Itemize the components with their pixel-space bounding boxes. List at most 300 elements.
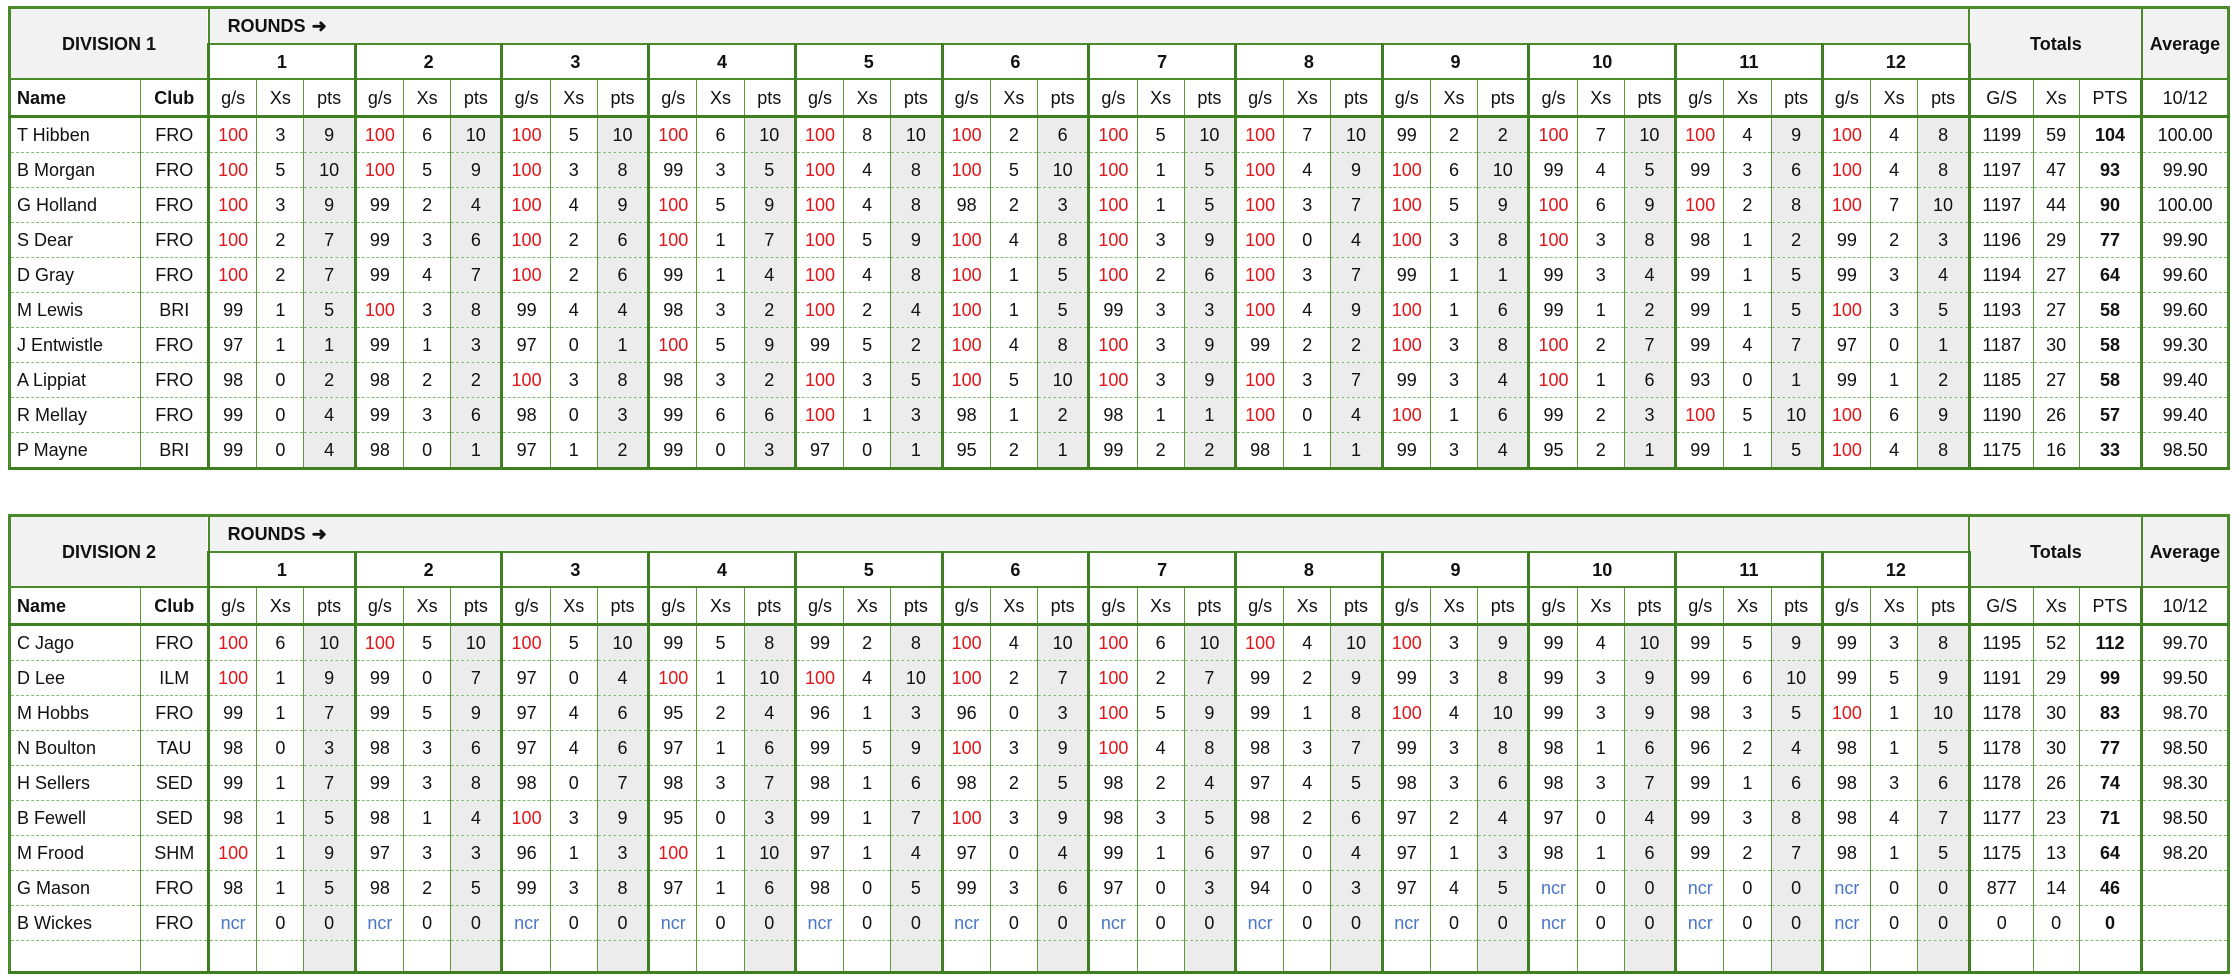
round-xs: 1: [697, 836, 744, 871]
round-gs: 99: [1089, 433, 1137, 469]
table-row: [10, 398, 2229, 433]
round-xs: 2: [403, 188, 450, 223]
xs-header: Xs: [1577, 587, 1624, 625]
round-xs: 1: [1577, 363, 1624, 398]
round-xs: 2: [1871, 223, 1918, 258]
round-pts: 5: [1624, 153, 1675, 188]
round-gs: 100: [502, 801, 550, 836]
round-pts: 0: [1918, 871, 1970, 906]
round-gs: 100: [1235, 258, 1283, 293]
round-xs: 1: [1284, 433, 1331, 469]
round-gs: 97: [1822, 328, 1870, 363]
round-pts: 9: [1771, 625, 1822, 661]
round-xs: 4: [1724, 328, 1771, 363]
player-name: J Entwistle: [10, 328, 141, 363]
round-gs: 98: [1089, 766, 1137, 801]
round-gs: 100: [942, 801, 990, 836]
round-pts: 6: [1478, 398, 1529, 433]
round-xs: 3: [403, 293, 450, 328]
round-number: 11: [1676, 44, 1823, 79]
gs-header: g/s: [209, 587, 257, 625]
round-xs: 0: [844, 906, 891, 941]
round-xs: 2: [1137, 661, 1184, 696]
xs-header: Xs: [697, 79, 744, 117]
empty-cell: [1529, 941, 1577, 973]
round-pts: 6: [451, 731, 502, 766]
round-xs: 2: [1284, 328, 1331, 363]
round-pts: 3: [451, 328, 502, 363]
round-xs: 1: [1724, 223, 1771, 258]
round-pts: 4: [1478, 801, 1529, 836]
round-xs: 4: [1430, 871, 1477, 906]
round-xs: 2: [990, 661, 1037, 696]
round-xs: 2: [1284, 801, 1331, 836]
round-xs: 5: [550, 625, 597, 661]
round-gs: 99: [795, 801, 843, 836]
total-gs-header: G/S: [1969, 79, 2033, 117]
round-xs: 3: [1577, 223, 1624, 258]
total-gs: 1197: [1969, 153, 2033, 188]
round-pts: 6: [1037, 871, 1088, 906]
empty-cell: [1089, 941, 1137, 973]
total-pts: 99: [2079, 661, 2142, 696]
round-pts: 4: [597, 293, 648, 328]
gs-header: g/s: [1822, 587, 1870, 625]
round-pts: 9: [597, 801, 648, 836]
round-gs: 100: [1235, 117, 1283, 153]
player-club: FRO: [141, 906, 209, 941]
round-pts: 9: [1331, 153, 1382, 188]
round-gs: 99: [1529, 696, 1577, 731]
total-pts: 64: [2079, 258, 2142, 293]
round-xs: 7: [1284, 117, 1331, 153]
round-xs: 2: [990, 766, 1037, 801]
round-gs: 100: [1529, 188, 1577, 223]
empty-cell: [1235, 941, 1283, 973]
total-xs-header: Xs: [2033, 79, 2079, 117]
round-gs: 96: [1676, 731, 1724, 766]
round-pts: 9: [304, 117, 355, 153]
empty-cell: [10, 941, 141, 973]
xs-header: Xs: [550, 79, 597, 117]
round-xs: 3: [1284, 731, 1331, 766]
round-number: 10: [1529, 44, 1676, 79]
round-pts: 4: [1771, 731, 1822, 766]
round-pts: 10: [1331, 117, 1382, 153]
round-number: 9: [1382, 552, 1529, 587]
round-pts: 5: [1184, 801, 1235, 836]
round-pts: 9: [1624, 696, 1675, 731]
player-average: 100.00: [2142, 117, 2229, 153]
total-xs: 16: [2033, 433, 2079, 469]
round-pts: 2: [1771, 223, 1822, 258]
round-xs: 4: [1430, 696, 1477, 731]
round-gs: ncr: [1089, 906, 1137, 941]
round-gs: 98: [355, 801, 403, 836]
round-xs: 4: [550, 293, 597, 328]
round-gs: 99: [1676, 153, 1724, 188]
round-xs: 5: [1137, 696, 1184, 731]
arrow-right-icon: ➜: [311, 524, 327, 544]
round-pts: 1: [1771, 363, 1822, 398]
round-gs: 98: [1822, 801, 1870, 836]
round-gs: 98: [1089, 398, 1137, 433]
round-gs: 95: [1529, 433, 1577, 469]
round-gs: 99: [1822, 223, 1870, 258]
round-gs: 99: [1529, 661, 1577, 696]
round-xs: 4: [1284, 766, 1331, 801]
round-gs: 98: [795, 766, 843, 801]
round-xs: 1: [1577, 293, 1624, 328]
round-pts: 1: [1331, 433, 1382, 469]
totals-header: Totals: [1969, 8, 2141, 80]
round-gs: 99: [1822, 363, 1870, 398]
pts-header: pts: [597, 79, 648, 117]
table-row: [10, 906, 2229, 941]
gs-header: g/s: [1382, 587, 1430, 625]
round-xs: 3: [1430, 223, 1477, 258]
round-xs: 1: [257, 801, 304, 836]
round-gs: 94: [1235, 871, 1283, 906]
empty-cell: [697, 941, 744, 973]
round-xs: 1: [1871, 696, 1918, 731]
round-pts: 4: [891, 293, 942, 328]
round-pts: 10: [1037, 363, 1088, 398]
round-pts: 8: [891, 258, 942, 293]
round-gs: 100: [942, 328, 990, 363]
round-xs: 1: [844, 801, 891, 836]
empty-cell: [1137, 941, 1184, 973]
round-gs: 98: [1822, 766, 1870, 801]
empty-cell: [597, 941, 648, 973]
round-xs: 2: [990, 117, 1037, 153]
round-xs: 4: [403, 258, 450, 293]
round-xs: 7: [1577, 117, 1624, 153]
round-gs: ncr: [1529, 906, 1577, 941]
round-xs: 0: [844, 871, 891, 906]
round-pts: 9: [451, 153, 502, 188]
xs-header: Xs: [1284, 79, 1331, 117]
round-xs: 2: [844, 625, 891, 661]
gs-header: g/s: [649, 587, 697, 625]
round-pts: 9: [1918, 661, 1970, 696]
round-pts: 7: [1771, 328, 1822, 363]
total-pts: 93: [2079, 153, 2142, 188]
total-xs: 23: [2033, 801, 2079, 836]
round-gs: 100: [355, 625, 403, 661]
round-pts: 7: [1918, 801, 1970, 836]
empty-cell: [451, 941, 502, 973]
total-pts: 90: [2079, 188, 2142, 223]
empty-cell: [744, 941, 795, 973]
round-xs: 1: [697, 731, 744, 766]
round-xs: 1: [257, 293, 304, 328]
round-xs: 2: [403, 871, 450, 906]
round-gs: 100: [649, 223, 697, 258]
round-xs: 5: [697, 328, 744, 363]
round-xs: 0: [697, 433, 744, 469]
round-xs: 1: [990, 258, 1037, 293]
round-pts: 10: [1771, 661, 1822, 696]
round-xs: 0: [1871, 906, 1918, 941]
round-xs: 0: [1430, 906, 1477, 941]
player-average: 98.30: [2142, 766, 2229, 801]
round-pts: 8: [1918, 117, 1970, 153]
round-pts: 10: [1478, 696, 1529, 731]
round-number: 4: [649, 552, 796, 587]
pts-header: pts: [1478, 79, 1529, 117]
xs-header: Xs: [1137, 587, 1184, 625]
round-xs: 2: [1577, 398, 1624, 433]
total-xs: 30: [2033, 731, 2079, 766]
round-pts: 8: [1624, 223, 1675, 258]
round-xs: 1: [1137, 836, 1184, 871]
round-pts: 5: [1918, 293, 1970, 328]
round-gs: 97: [1382, 871, 1430, 906]
round-pts: 8: [744, 625, 795, 661]
empty-cell: [141, 941, 209, 973]
pts-header: pts: [744, 587, 795, 625]
division-2-table: [8, 514, 2230, 974]
round-gs: 98: [502, 398, 550, 433]
empty-cell: [2142, 941, 2229, 973]
pts-header: pts: [1037, 587, 1088, 625]
xs-header: Xs: [844, 587, 891, 625]
round-pts: 9: [744, 188, 795, 223]
round-gs: ncr: [1822, 871, 1870, 906]
empty-cell: [1624, 941, 1675, 973]
round-pts: 1: [1624, 433, 1675, 469]
empty-cell: [403, 941, 450, 973]
rounds-text: ROUNDS: [227, 16, 306, 36]
average-header: Average: [2142, 8, 2229, 80]
round-gs: 98: [942, 766, 990, 801]
round-xs: 3: [257, 117, 304, 153]
round-pts: 6: [1184, 258, 1235, 293]
xs-header: Xs: [1284, 587, 1331, 625]
round-pts: 5: [744, 153, 795, 188]
round-gs: 99: [1676, 433, 1724, 469]
player-name: N Boulton: [10, 731, 141, 766]
round-pts: 6: [451, 223, 502, 258]
round-gs: 98: [1676, 223, 1724, 258]
round-pts: 3: [451, 836, 502, 871]
xs-header: Xs: [1577, 79, 1624, 117]
round-pts: 9: [891, 223, 942, 258]
round-pts: 6: [1624, 836, 1675, 871]
round-pts: 0: [1771, 871, 1822, 906]
pts-header: pts: [304, 79, 355, 117]
round-pts: 8: [1037, 223, 1088, 258]
round-xs: 5: [990, 363, 1037, 398]
round-xs: 1: [844, 766, 891, 801]
round-gs: 100: [1089, 153, 1137, 188]
round-xs: 3: [1577, 766, 1624, 801]
gs-header: g/s: [1529, 587, 1577, 625]
round-xs: 1: [1724, 258, 1771, 293]
round-gs: 97: [795, 433, 843, 469]
round-xs: 4: [1871, 801, 1918, 836]
round-gs: 98: [942, 188, 990, 223]
round-gs: 100: [1382, 625, 1430, 661]
round-gs: 100: [502, 363, 550, 398]
division-title: DIVISION 2: [10, 516, 209, 588]
table-row: [10, 153, 2229, 188]
total-gs: 0: [1969, 906, 2033, 941]
round-gs: 100: [209, 117, 257, 153]
round-gs: ncr: [1235, 906, 1283, 941]
round-xs: 3: [1430, 363, 1477, 398]
player-club: FRO: [141, 696, 209, 731]
total-pts: 58: [2079, 293, 2142, 328]
round-gs: 100: [1089, 625, 1137, 661]
round-gs: 100: [1382, 223, 1430, 258]
round-xs: 5: [1724, 398, 1771, 433]
round-pts: 4: [1037, 836, 1088, 871]
pts-header: pts: [1331, 587, 1382, 625]
round-xs: 5: [844, 223, 891, 258]
round-pts: 8: [451, 293, 502, 328]
round-pts: 1: [1184, 398, 1235, 433]
round-pts: 10: [1624, 117, 1675, 153]
round-gs: 100: [1235, 363, 1283, 398]
round-pts: 0: [597, 906, 648, 941]
round-pts: 10: [891, 117, 942, 153]
round-gs: 100: [1382, 696, 1430, 731]
round-pts: 2: [1184, 433, 1235, 469]
round-pts: 5: [1771, 293, 1822, 328]
player-average: 99.50: [2142, 661, 2229, 696]
player-average: 98.50: [2142, 433, 2229, 469]
player-name: H Sellers: [10, 766, 141, 801]
round-pts: 4: [451, 188, 502, 223]
round-pts: 6: [597, 696, 648, 731]
total-xs: 13: [2033, 836, 2079, 871]
empty-cell: [649, 941, 697, 973]
round-pts: 0: [451, 906, 502, 941]
round-pts: 9: [1037, 801, 1088, 836]
round-pts: 8: [891, 625, 942, 661]
round-xs: 1: [1577, 731, 1624, 766]
round-xs: 0: [1284, 223, 1331, 258]
player-club: FRO: [141, 398, 209, 433]
round-xs: 6: [697, 117, 744, 153]
round-gs: 100: [502, 223, 550, 258]
xs-header: Xs: [844, 79, 891, 117]
round-gs: 98: [649, 363, 697, 398]
round-gs: 99: [355, 258, 403, 293]
total-xs: 27: [2033, 293, 2079, 328]
player-club: FRO: [141, 258, 209, 293]
round-gs: 100: [502, 153, 550, 188]
round-xs: 2: [844, 293, 891, 328]
round-pts: 5: [1037, 258, 1088, 293]
round-pts: 1: [1918, 328, 1970, 363]
player-name: M Hobbs: [10, 696, 141, 731]
round-xs: 1: [1871, 731, 1918, 766]
round-pts: 9: [304, 661, 355, 696]
round-pts: 6: [1624, 731, 1675, 766]
xs-header: Xs: [990, 587, 1037, 625]
round-xs: 3: [403, 731, 450, 766]
round-gs: 100: [1382, 328, 1430, 363]
round-pts: 4: [1331, 836, 1382, 871]
gs-header: g/s: [502, 587, 550, 625]
round-gs: ncr: [209, 906, 257, 941]
round-pts: 5: [1771, 696, 1822, 731]
table-row: [10, 696, 2229, 731]
round-gs: 100: [649, 117, 697, 153]
round-pts: 10: [1184, 625, 1235, 661]
round-gs: 100: [942, 153, 990, 188]
pts-header: pts: [1624, 587, 1675, 625]
round-pts: 9: [597, 188, 648, 223]
round-gs: 99: [795, 625, 843, 661]
xs-header: Xs: [403, 79, 450, 117]
round-pts: 10: [304, 625, 355, 661]
round-xs: 4: [550, 188, 597, 223]
round-gs: 100: [1382, 153, 1430, 188]
round-pts: 8: [891, 188, 942, 223]
total-pts: 112: [2079, 625, 2142, 661]
round-gs: 98: [209, 363, 257, 398]
round-gs: 99: [1382, 363, 1430, 398]
round-pts: 6: [597, 731, 648, 766]
round-pts: 0: [891, 906, 942, 941]
results-table: [8, 6, 2230, 470]
total-xs: 52: [2033, 625, 2079, 661]
round-pts: 6: [1918, 766, 1970, 801]
xs-header: Xs: [1137, 79, 1184, 117]
round-gs: 97: [1235, 766, 1283, 801]
round-gs: 98: [1822, 836, 1870, 871]
round-gs: 100: [1822, 398, 1870, 433]
round-xs: 3: [1430, 625, 1477, 661]
gs-header: g/s: [1235, 587, 1283, 625]
round-pts: 9: [1478, 625, 1529, 661]
gs-header: g/s: [942, 79, 990, 117]
round-pts: 9: [744, 328, 795, 363]
round-xs: 2: [1137, 433, 1184, 469]
round-xs: 2: [550, 223, 597, 258]
round-xs: 1: [257, 328, 304, 363]
round-pts: 9: [1624, 661, 1675, 696]
player-name: B Morgan: [10, 153, 141, 188]
round-number: 3: [502, 44, 649, 79]
round-xs: 3: [697, 153, 744, 188]
round-xs: 3: [1724, 696, 1771, 731]
round-gs: 100: [942, 223, 990, 258]
round-pts: 4: [891, 836, 942, 871]
total-xs: 59: [2033, 117, 2079, 153]
empty-cell: [1771, 941, 1822, 973]
total-pts-header: PTS: [2079, 587, 2142, 625]
player-average: [2142, 906, 2229, 941]
round-xs: 0: [1284, 871, 1331, 906]
round-xs: 0: [403, 906, 450, 941]
player-average: 98.50: [2142, 731, 2229, 766]
round-pts: 0: [1331, 906, 1382, 941]
round-xs: 3: [1284, 188, 1331, 223]
round-pts: 5: [1037, 766, 1088, 801]
round-pts: 4: [1331, 223, 1382, 258]
round-gs: 100: [649, 328, 697, 363]
round-pts: 6: [1037, 117, 1088, 153]
round-xs: 1: [1430, 836, 1477, 871]
round-pts: 6: [1624, 363, 1675, 398]
round-pts: 4: [1478, 363, 1529, 398]
round-xs: 6: [403, 117, 450, 153]
